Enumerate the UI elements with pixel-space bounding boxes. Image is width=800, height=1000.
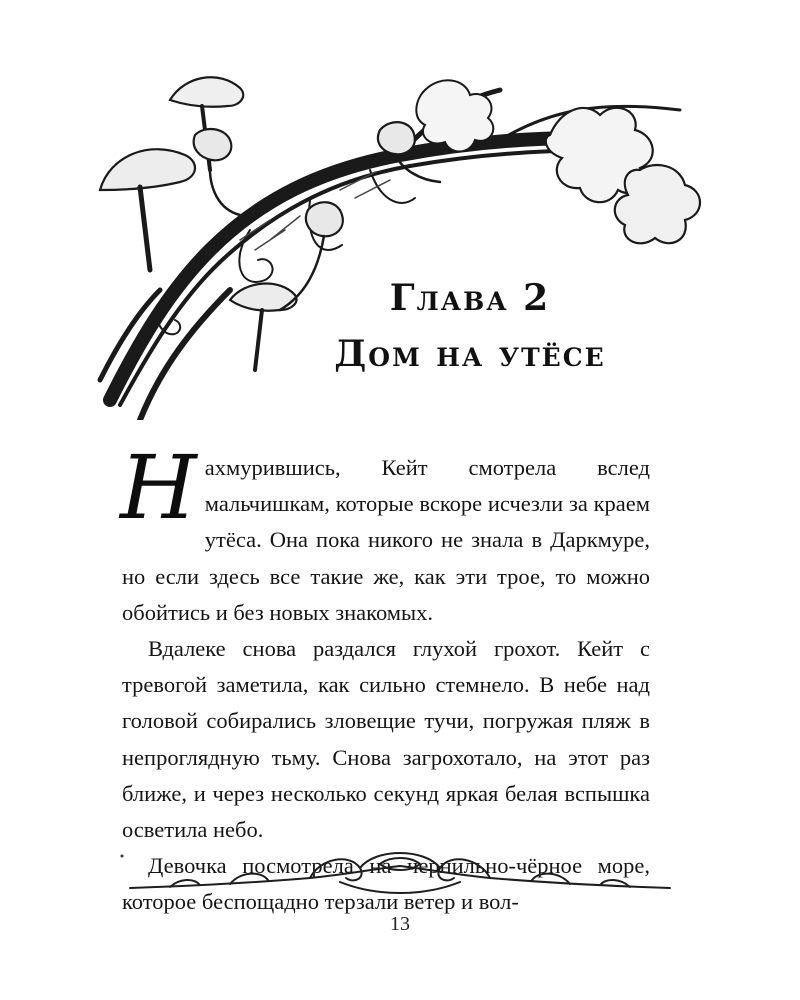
- chapter-title: Дом на утёсе: [334, 333, 606, 375]
- paragraph-1: [120, 436, 650, 631]
- paragraph-3: Девочка посмотрела на чернильно-чёрное море, которое беспощадно терзали ветер и вол-: [122, 853, 650, 915]
- paragraph-2: Вдалеке снова раздался глухой грохот. Кейт с тревогой заметила, как сильно стемнело. В небе над головой собирались зловещие тучи, погружая пляж в непроглядную тьму. Снова загрохотало, на этот раз ближе, и через несколько секунд яркая белая вспышка осветила небо.: [122, 636, 650, 843]
- drop-cap: Н: [120, 436, 197, 539]
- chapter-number: Глава 2: [389, 277, 551, 319]
- scroll-flourish-ornament-icon: [110, 838, 690, 908]
- page-number: 13: [390, 913, 410, 935]
- chapter-heading: [270, 270, 670, 382]
- paragraph-1-text: ахмурившись, Кейт смотрела вслед мальчишкам, которые вскоре исчезли за краем утёса. Она пока никого не знала в Даркмуре, но если здесь все такие же, как эти трое, то можно обойтись и без новых знакомых.: [122, 455, 650, 625]
